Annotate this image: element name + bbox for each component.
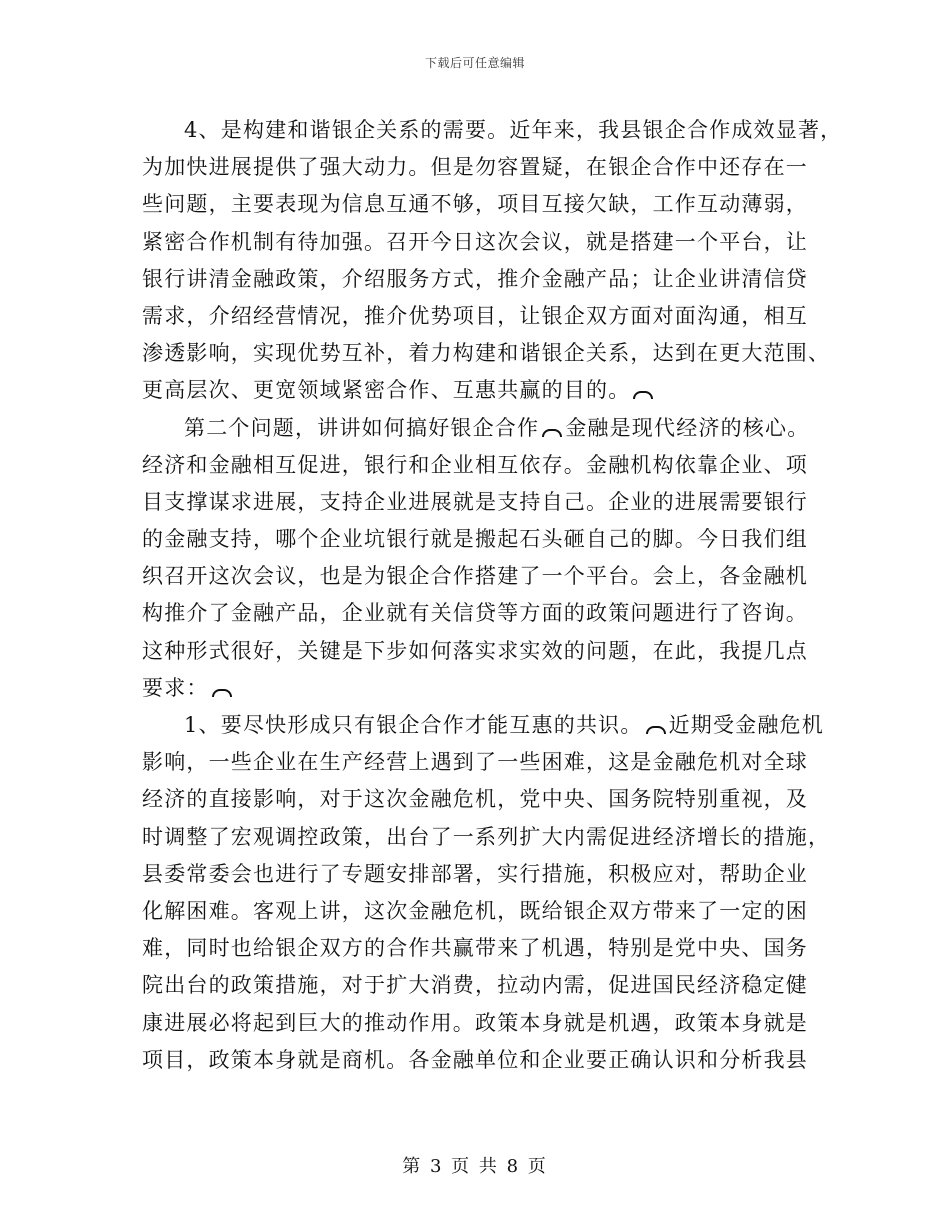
text-segment: 需求，介绍经营情况，推介优势项目，让银企双方面对面沟通，相互	[142, 303, 808, 328]
text-line	[142, 707, 822, 744]
text-line	[142, 224, 822, 261]
text-line	[142, 298, 822, 335]
text-line	[142, 744, 822, 781]
text-line	[142, 484, 822, 521]
text-segment: 银行讲清金融政策，介绍服务方式，推介金融产品；让企业讲清信贷	[142, 266, 808, 291]
text-line	[142, 447, 822, 484]
text-line	[142, 856, 822, 893]
text-segment: 些问题，主要表现为信息互通不够，项目互接欠缺，工作互动薄弱，	[142, 192, 808, 217]
text-line	[142, 893, 822, 930]
text-segment: 项目，政策本身就是商机。各金融单位和企业要正确认识和分析我县	[142, 1047, 808, 1072]
text-line	[142, 261, 822, 298]
text-line	[142, 595, 822, 632]
text-segment: 4、是构建和谐银企关系的需要。近年来，我县银企合作成效显著，	[184, 118, 843, 142]
text-segment: 目支撑谋求进展，支持企业进展就是支持自己。企业的进展需要银行	[142, 489, 808, 514]
paragraph-mark-icon	[646, 726, 666, 734]
text-line	[142, 1005, 822, 1042]
text-segment: 这种形式很好，关键是下步如何落实求实效的问题，在此，我提几点	[142, 638, 808, 663]
header-note: 下载后可任意编辑	[424, 56, 525, 70]
text-segment: 化解困难。客观上讲，这次金融危机，既给银企双方带来了一定的困	[142, 898, 808, 923]
text-line	[142, 112, 843, 149]
text-line	[142, 1042, 822, 1079]
text-segment: 经济和金融相互促进，银行和企业相互依存。金融机构依靠企业、项	[142, 452, 808, 477]
paragraph-mark-icon	[212, 689, 232, 697]
text-segment: 经济的直接影响，对于这次金融危机，党中央、国务院特别重视，及	[142, 787, 808, 812]
text-segment: 难，同时也给银企双方的合作共赢带来了机遇，特别是党中央、国务	[142, 936, 808, 961]
text-line	[142, 633, 822, 670]
document-body	[142, 112, 843, 1079]
text-segment: 1、要尽快形成只有银企合作才能互惠的共识。	[184, 713, 643, 737]
text-segment: 织召开这次会议，也是为银企合作搭建了一个平台。会上，各金融机	[142, 564, 808, 589]
text-line	[142, 670, 822, 707]
text-line	[142, 149, 822, 186]
text-line	[142, 781, 822, 818]
text-segment: 紧密合作机制有待加强。召开今日这次会议，就是搭建一个平台，让	[142, 229, 808, 254]
text-segment: 更高层次、更宽领域紧密合作、互惠共赢的目的。	[142, 378, 631, 403]
text-segment: 构推介了金融产品，企业就有关信贷等方面的政策问题进行了咨询。	[142, 601, 808, 626]
text-line	[142, 967, 822, 1004]
text-line	[142, 186, 822, 223]
text-segment: 金融是现代经济的核心。	[565, 415, 810, 440]
text-segment: 要求：	[142, 675, 209, 700]
paragraph-mark-icon	[542, 429, 562, 437]
text-line	[142, 819, 831, 856]
text-segment: 为加快进展提供了强大动力。但是勿容置疑，在银企合作中还存在一	[142, 155, 808, 180]
text-line	[142, 335, 831, 372]
text-segment: 影响，一些企业在生产经营上遇到了一些困难，这是金融危机对全球	[142, 750, 808, 775]
paragraph-mark-icon	[633, 391, 653, 399]
text-segment: 康进展必将起到巨大的推动作用。政策本身就是机遇，政策本身就是	[142, 1010, 808, 1035]
text-segment: 时调整了宏观调控政策，出台了一系列扩大内需促进经济增长的措施，	[142, 824, 831, 849]
text-segment: 县委常委会也进行了专题安排部署，实行措施，积极应对，帮助企业	[142, 861, 808, 886]
text-segment: 渗透影响，实现优势互补，着力构建和谐银企关系，达到在更大范围、	[142, 341, 831, 366]
text-segment: 的金融支持，哪个企业坑银行就是搬起石头砸自己的脚。今日我们组	[142, 527, 808, 552]
text-segment: 第二个问题，讲讲如何搞好银企合作	[184, 415, 540, 440]
text-line	[142, 558, 822, 595]
text-segment: 院出台的政策措施，对于扩大消费，拉动内需，促进国民经济稳定健	[142, 973, 808, 998]
text-segment: 近期受金融危机	[668, 713, 824, 737]
text-line	[142, 521, 822, 558]
text-line	[142, 410, 822, 447]
page-number: 第 3 页 共 8 页	[402, 1156, 548, 1177]
text-line	[142, 372, 822, 409]
text-line	[142, 930, 822, 967]
